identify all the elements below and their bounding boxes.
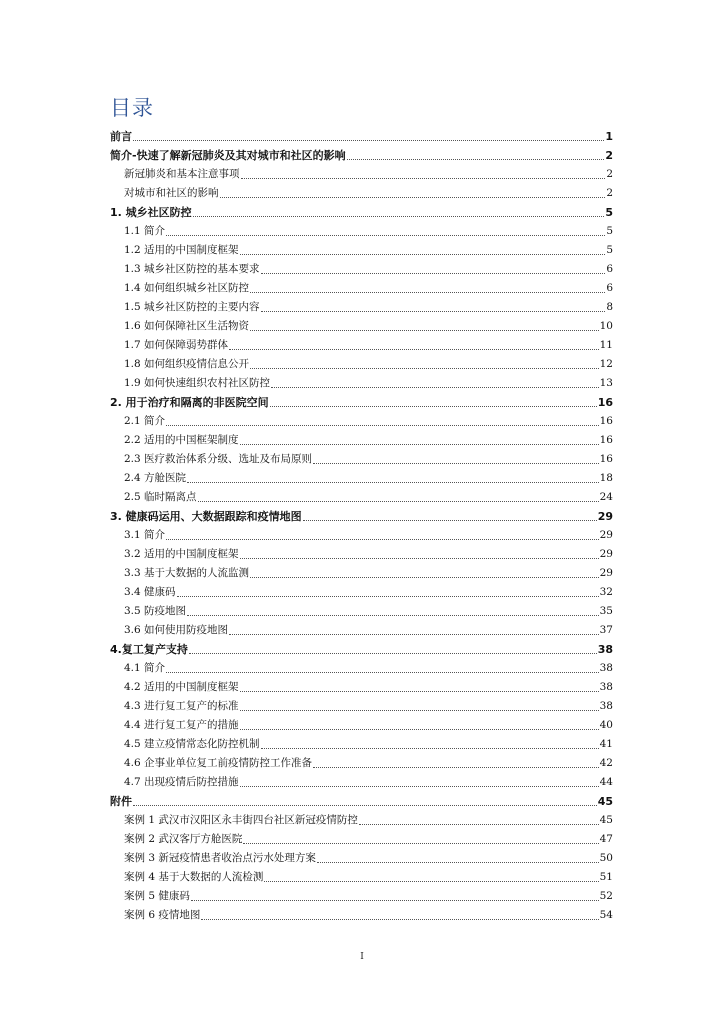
page-number: I (360, 952, 364, 962)
toc-entry-page: 44 (599, 776, 613, 788)
toc-entry-section[interactable] (110, 317, 613, 336)
toc-entry-title: 3.2 适用的中国制度框架 (124, 548, 239, 560)
toc-entry-title: 3.4 健康码 (124, 586, 176, 598)
toc-entry-title: 1.5 城乡社区防控的主要内容 (124, 301, 260, 313)
toc-entry-page: 45 (599, 814, 613, 826)
toc-entry-title: 附件 (110, 795, 132, 808)
toc-entry-page: 8 (606, 301, 613, 313)
toc-entry-title: 4.6 企事业单位复工前疫情防控工作准备 (124, 757, 313, 769)
toc-entry-chapter[interactable] (110, 792, 613, 811)
dot-leader (240, 444, 599, 445)
toc-entry-section[interactable] (110, 165, 613, 184)
toc-entry-title: 2.5 临时隔离点 (124, 491, 197, 503)
toc-entry-title: 案例 4 基于大数据的人流检测 (124, 871, 264, 883)
toc-entry-page: 32 (599, 586, 613, 598)
toc-entry-page: 50 (599, 852, 613, 864)
dot-leader (313, 463, 599, 464)
toc-entry-section[interactable] (110, 621, 613, 640)
dot-leader (187, 615, 599, 616)
toc-entry-title: 2.1 简介 (124, 415, 166, 427)
toc-entry-section[interactable] (110, 469, 613, 488)
toc-entry-section[interactable] (110, 906, 613, 925)
dot-leader (240, 786, 599, 787)
toc-entry-title: 1.1 简介 (124, 225, 166, 237)
toc-entry-title: 4.复工复产支持 (110, 643, 188, 656)
toc-entry-title: 2.3 医疗救治体系分级、选址及布局原则 (124, 453, 313, 465)
dot-leader (261, 273, 606, 274)
toc-entry-section[interactable] (110, 450, 613, 469)
dot-leader (250, 368, 599, 369)
toc-entry-page: 2 (606, 187, 613, 199)
toc-entry-section[interactable] (110, 260, 613, 279)
toc-entry-title: 案例 6 疫情地图 (124, 909, 201, 921)
toc-entry-page: 51 (599, 871, 613, 883)
dot-leader (240, 710, 599, 711)
toc-entry-title: 3.6 如何使用防疫地图 (124, 624, 229, 636)
dot-leader (166, 672, 599, 673)
toc-entry-page: 5 (606, 225, 613, 237)
toc-entry-title: 3.3 基于大数据的人流监测 (124, 567, 250, 579)
toc-entry-section[interactable] (110, 716, 613, 735)
dot-leader (250, 292, 605, 293)
dot-leader (250, 330, 599, 331)
dot-leader (271, 387, 599, 388)
toc-entry-title: 前言 (110, 130, 132, 143)
dot-leader (189, 653, 597, 654)
table-of-contents (110, 127, 613, 925)
toc-entry-title: 案例 5 健康码 (124, 890, 190, 902)
toc-entry-page: 52 (599, 890, 613, 902)
toc-entry-section[interactable] (110, 678, 613, 697)
toc-entry-page: 2 (606, 168, 613, 180)
dot-leader (347, 159, 605, 160)
toc-entry-section[interactable] (110, 830, 613, 849)
toc-entry-title: 3. 健康码运用、大数据跟踪和疫情地图 (110, 510, 302, 523)
toc-entry-title: 2.4 方舱医院 (124, 472, 187, 484)
toc-entry-page: 29 (597, 510, 613, 523)
toc-entry-title: 3.1 简介 (124, 529, 166, 541)
toc-entry-title: 2.2 适用的中国框架制度 (124, 434, 239, 446)
toc-entry-title: 对城市和社区的影响 (124, 187, 219, 199)
toc-entry-title: 案例 1 武汉市汉阳区永丰街四台社区新冠疫情防控 (124, 814, 358, 826)
toc-entry-title: 1.9 如何快速组织农村社区防控 (124, 377, 271, 389)
toc-entry-page: 42 (599, 757, 613, 769)
toc-entry-page: 16 (599, 434, 613, 446)
dot-leader (240, 254, 606, 255)
dot-leader (261, 311, 606, 312)
toc-entry-section[interactable] (110, 298, 613, 317)
dot-leader (250, 577, 599, 578)
toc-entry-chapter[interactable] (110, 146, 613, 165)
dot-leader (240, 558, 599, 559)
toc-entry-title: 3.5 防疫地图 (124, 605, 187, 617)
toc-entry-page: 16 (599, 453, 613, 465)
toc-entry-section[interactable] (110, 526, 613, 545)
toc-entry-section[interactable] (110, 431, 613, 450)
toc-entry-page: 54 (599, 909, 613, 921)
toc-entry-page: 12 (599, 358, 613, 370)
toc-entry-title: 1.6 如何保障社区生活物资 (124, 320, 250, 332)
toc-entry-title: 1.3 城乡社区防控的基本要求 (124, 263, 260, 275)
dot-leader (241, 178, 606, 179)
toc-entry-title: 4.1 简介 (124, 662, 166, 674)
dot-leader (229, 634, 599, 635)
toc-entry-chapter[interactable] (110, 393, 613, 412)
toc-entry-title: 新冠肺炎和基本注意事项 (124, 168, 240, 180)
toc-entry-page: 6 (606, 282, 613, 294)
toc-entry-section[interactable] (110, 659, 613, 678)
toc-entry-page: 16 (599, 415, 613, 427)
toc-entry-title: 1.4 如何组织城乡社区防控 (124, 282, 250, 294)
toc-entry-page: 29 (599, 548, 613, 560)
dot-leader (270, 406, 597, 407)
toc-entry-page: 13 (599, 377, 613, 389)
dot-leader (133, 140, 604, 141)
toc-entry-page: 41 (599, 738, 613, 750)
dot-leader (243, 843, 598, 844)
toc-entry-page: 18 (599, 472, 613, 484)
toc-entry-page: 29 (599, 567, 613, 579)
toc-entry-chapter[interactable] (110, 507, 613, 526)
toc-entry-page: 2 (605, 149, 613, 162)
toc-entry-section[interactable] (110, 887, 613, 906)
toc-entry-section[interactable] (110, 241, 613, 260)
toc-entry-page: 24 (599, 491, 613, 503)
toc-entry-title: 4.7 出现疫情后防控措施 (124, 776, 239, 788)
toc-entry-section[interactable] (110, 355, 613, 374)
toc-entry-page: 38 (599, 662, 613, 674)
dot-leader (317, 862, 599, 863)
dot-leader (166, 539, 599, 540)
toc-entry-page: 45 (597, 795, 613, 808)
dot-leader (264, 881, 598, 882)
dot-leader (193, 216, 605, 217)
toc-entry-page: 40 (599, 719, 613, 731)
toc-entry-title: 简介-快速了解新冠肺炎及其对城市和社区的影响 (110, 149, 346, 162)
toc-entry-section[interactable] (110, 849, 613, 868)
toc-entry-page: 38 (599, 681, 613, 693)
toc-entry-title: 4.4 进行复工复产的措施 (124, 719, 239, 731)
toc-entry-section[interactable] (110, 773, 613, 792)
toc-entry-title: 4.2 适用的中国制度框架 (124, 681, 239, 693)
dot-leader (166, 425, 599, 426)
dot-leader (177, 596, 599, 597)
toc-entry-page: 47 (599, 833, 613, 845)
dot-leader (166, 235, 605, 236)
toc-title: 目录 (110, 96, 154, 120)
toc-entry-title: 案例 3 新冠疫情患者收治点污水处理方案 (124, 852, 316, 864)
toc-entry-page: 10 (599, 320, 613, 332)
dot-leader (240, 729, 599, 730)
toc-entry-title: 4.3 进行复工复产的标准 (124, 700, 239, 712)
toc-entry-page: 29 (599, 529, 613, 541)
dot-leader (313, 767, 599, 768)
dot-leader (359, 824, 599, 825)
toc-entry-page: 37 (599, 624, 613, 636)
toc-entry-section[interactable] (110, 583, 613, 602)
toc-entry-section[interactable] (110, 488, 613, 507)
toc-entry-title: 1.2 适用的中国制度框架 (124, 244, 239, 256)
toc-entry-chapter[interactable] (110, 640, 613, 659)
toc-entry-section[interactable] (110, 279, 613, 298)
toc-entry-title: 1.7 如何保障弱势群体 (124, 339, 229, 351)
toc-entry-title: 案例 2 武汉客厅方舱医院 (124, 833, 243, 845)
toc-entry-page: 11 (599, 339, 613, 351)
toc-entry-title: 2. 用于治疗和隔离的非医院空间 (110, 396, 269, 409)
toc-entry-section[interactable] (110, 754, 613, 773)
toc-entry-title: 1. 城乡社区防控 (110, 206, 192, 219)
toc-entry-section[interactable] (110, 545, 613, 564)
toc-entry-title: 1.8 如何组织疫情信息公开 (124, 358, 250, 370)
toc-entry-section[interactable] (110, 336, 613, 355)
toc-entry-section[interactable] (110, 697, 613, 716)
dot-leader (261, 748, 599, 749)
dot-leader (240, 691, 599, 692)
toc-entry-section[interactable] (110, 222, 613, 241)
toc-entry-page: 38 (599, 700, 613, 712)
toc-entry-section[interactable] (110, 811, 613, 830)
toc-entry-section[interactable] (110, 602, 613, 621)
toc-entry-section[interactable] (110, 412, 613, 431)
dot-leader (133, 805, 597, 806)
dot-leader (229, 349, 599, 350)
toc-entry-page: 16 (597, 396, 613, 409)
dot-leader (198, 501, 599, 502)
toc-entry-page: 6 (606, 263, 613, 275)
dot-leader (303, 520, 597, 521)
toc-entry-section[interactable] (110, 374, 613, 393)
toc-entry-chapter[interactable] (110, 203, 613, 222)
toc-entry-title: 4.5 建立疫情常态化防控机制 (124, 738, 260, 750)
toc-entry-section[interactable] (110, 868, 613, 887)
toc-entry-page: 5 (606, 244, 613, 256)
dot-leader (201, 919, 598, 920)
dot-leader (187, 482, 599, 483)
toc-entry-page: 1 (605, 130, 613, 143)
toc-entry-section[interactable] (110, 564, 613, 583)
dot-leader (191, 900, 599, 901)
toc-entry-section[interactable] (110, 735, 613, 754)
dot-leader (220, 197, 606, 198)
toc-entry-chapter[interactable] (110, 127, 613, 146)
toc-entry-page: 35 (599, 605, 613, 617)
toc-entry-section[interactable] (110, 184, 613, 203)
toc-entry-page: 38 (597, 643, 613, 656)
toc-entry-page: 5 (605, 206, 613, 219)
